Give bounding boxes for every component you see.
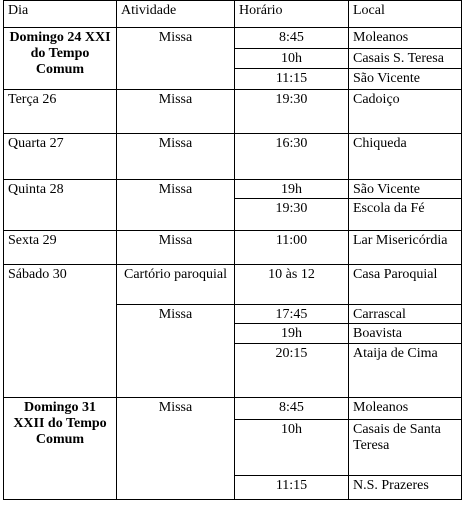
schedule-table bbox=[3, 0, 462, 500]
time-cell: 8:45 bbox=[235, 398, 349, 420]
header-horario: Horário bbox=[235, 1, 349, 28]
day-cell: Sábado 30 bbox=[4, 265, 117, 398]
day-cell: Terça 26 bbox=[4, 90, 117, 134]
activity-cell: Missa bbox=[117, 90, 235, 134]
time-cell: 10h bbox=[235, 49, 349, 69]
time-cell: 11:00 bbox=[235, 231, 349, 265]
location-cell: Casais de Santa Teresa bbox=[349, 420, 462, 476]
table-row bbox=[4, 28, 462, 49]
activity-cell: Missa bbox=[117, 28, 235, 90]
location-cell: Casais S. Teresa bbox=[349, 49, 462, 69]
location-cell: Moleanos bbox=[349, 398, 462, 420]
day-cell: Sexta 29 bbox=[4, 231, 117, 265]
header-dia: Dia bbox=[4, 1, 117, 28]
location-cell: Chiqueda bbox=[349, 134, 462, 180]
activity-cell: Missa bbox=[117, 305, 235, 398]
day-cell: Quarta 27 bbox=[4, 134, 117, 180]
time-cell: 17:45 bbox=[235, 305, 349, 324]
time-cell: 10h bbox=[235, 420, 349, 476]
header-local: Local bbox=[349, 1, 462, 28]
activity-cell: Missa bbox=[117, 231, 235, 265]
table-row bbox=[4, 398, 462, 420]
time-cell: 19h bbox=[235, 324, 349, 344]
location-cell: Casa Paroquial bbox=[349, 265, 462, 305]
activity-cell: Missa bbox=[117, 398, 235, 500]
time-cell: 10 às 12 bbox=[235, 265, 349, 305]
time-cell: 11:15 bbox=[235, 69, 349, 90]
location-cell: Boavista bbox=[349, 324, 462, 344]
activity-cell: Cartório paroquial bbox=[117, 265, 235, 305]
time-cell: 8:45 bbox=[235, 28, 349, 49]
location-cell: Ataija de Cima bbox=[349, 344, 462, 398]
location-cell: Escola da Fé bbox=[349, 199, 462, 231]
time-cell: 19:30 bbox=[235, 199, 349, 231]
table-row bbox=[4, 134, 462, 180]
time-cell: 16:30 bbox=[235, 134, 349, 180]
location-cell: N.S. Prazeres bbox=[349, 476, 462, 500]
header-atividade: Atividade bbox=[117, 1, 235, 28]
location-cell: Cadoiço bbox=[349, 90, 462, 134]
location-cell: São Vicente bbox=[349, 180, 462, 199]
table-row bbox=[4, 265, 462, 305]
day-cell: Domingo 31 XXII do Tempo Comum bbox=[4, 398, 117, 500]
table-row bbox=[4, 90, 462, 134]
location-cell: Carrascal bbox=[349, 305, 462, 324]
time-cell: 19h bbox=[235, 180, 349, 199]
location-cell: Lar Misericórdia bbox=[349, 231, 462, 265]
day-cell: Quinta 28 bbox=[4, 180, 117, 231]
time-cell: 11:15 bbox=[235, 476, 349, 500]
location-cell: São Vicente bbox=[349, 69, 462, 90]
day-cell: Domingo 24 XXI do Tempo Comum bbox=[4, 28, 117, 90]
header-row bbox=[4, 1, 462, 28]
time-cell: 20:15 bbox=[235, 344, 349, 398]
activity-cell: Missa bbox=[117, 180, 235, 231]
time-cell: 19:30 bbox=[235, 90, 349, 134]
table-row bbox=[4, 231, 462, 265]
location-cell: Moleanos bbox=[349, 28, 462, 49]
table-row bbox=[4, 180, 462, 199]
activity-cell: Missa bbox=[117, 134, 235, 180]
